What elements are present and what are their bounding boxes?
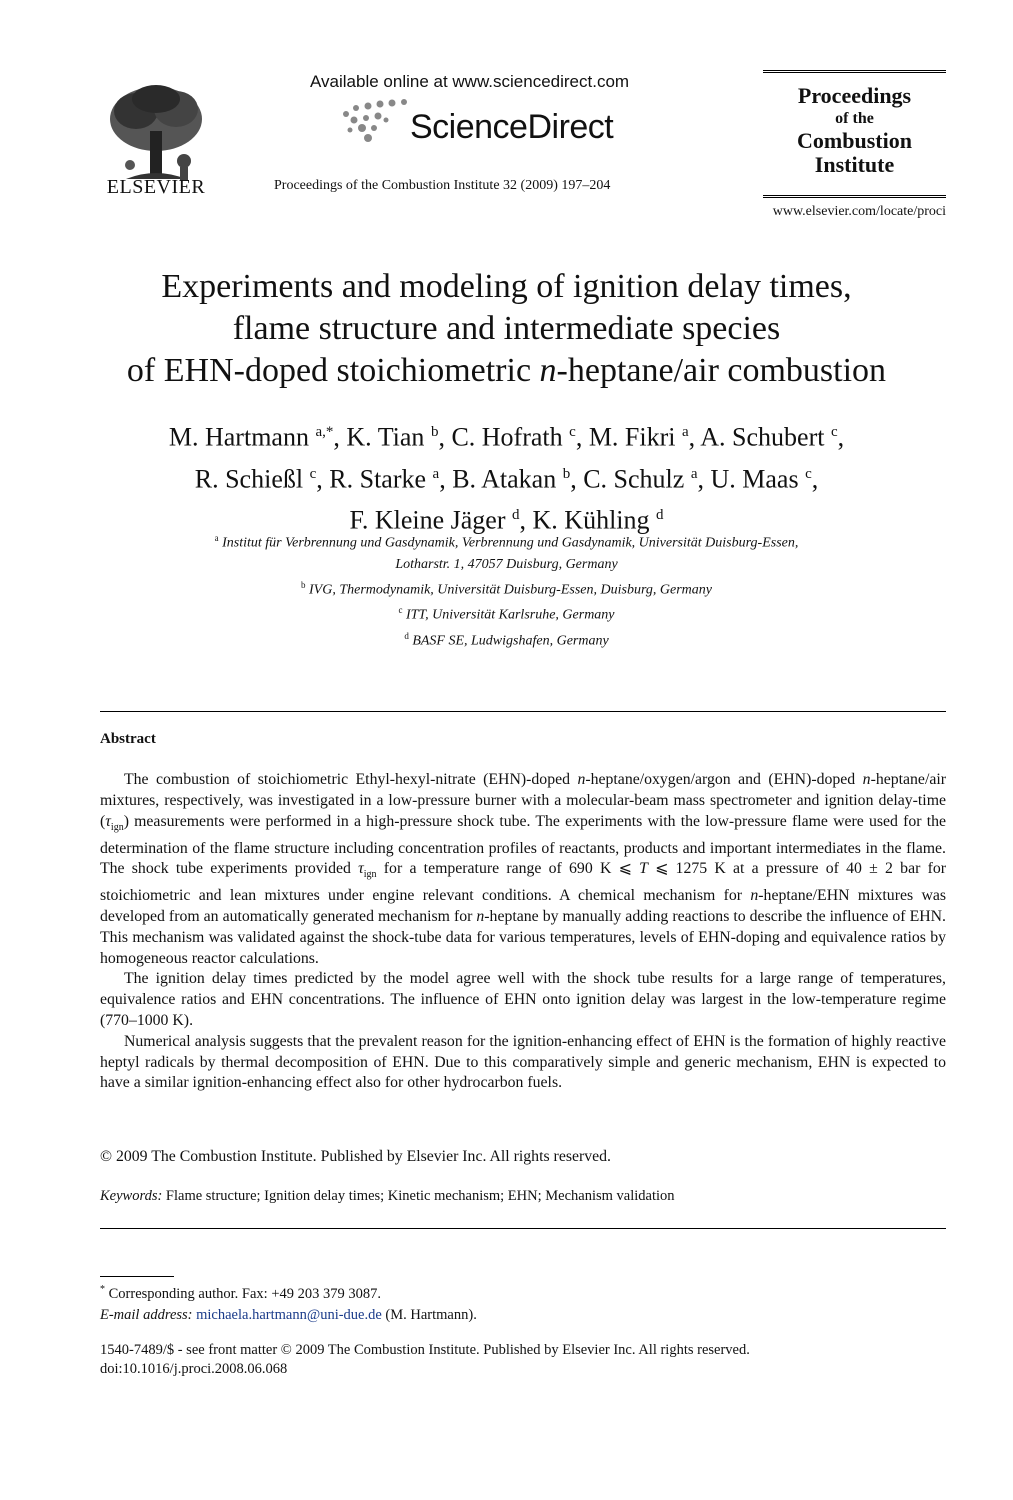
author-name: M. Fikri bbox=[588, 422, 676, 452]
journal-website-link[interactable]: www.elsevier.com/locate/proci bbox=[772, 204, 946, 219]
affiliation: Lotharstr. 1, 47057 Duisburg, Germany bbox=[395, 556, 618, 572]
email-line: E-mail address: michaela.hartmann@uni-due.de (M. Hartmann). bbox=[100, 1306, 477, 1323]
title-line-2: flame structure and intermediate species bbox=[232, 310, 781, 347]
divider bbox=[100, 1228, 946, 1229]
journal-box-line4: Institute bbox=[814, 152, 895, 177]
author-name: B. Atakan bbox=[452, 464, 557, 494]
issn-line: 1540-7489/$ - see front matter © 2009 The Combustion Institute. Published by Elsevier Inc. All rights reserved. bbox=[100, 1342, 750, 1358]
author-name: C. Schulz bbox=[583, 464, 685, 494]
author-name: K. Tian bbox=[346, 422, 425, 452]
journal-box-line2: of the bbox=[835, 110, 874, 127]
affiliation: $^c$ ITT, Universität Karlsruhe, Germany bbox=[398, 605, 615, 623]
journal-title-box bbox=[763, 70, 946, 198]
abstract-heading: Abstract bbox=[100, 731, 156, 747]
corresponding-author-note: * Corresponding author. Fax: +49 203 379 3087. bbox=[100, 1284, 382, 1302]
sciencedirect-dots-icon bbox=[340, 98, 420, 148]
footnote bbox=[100, 1279, 477, 1326]
available-online-text: Available online at www.sciencedirect.com bbox=[310, 72, 630, 91]
affiliation-list bbox=[60, 528, 953, 652]
copyright-notice: © 2009 The Combustion Institute. Published by Elsevier Inc. All rights reserved. bbox=[100, 1148, 612, 1165]
abstract-paragraph: Numerical analysis suggests that the prevalent reason for the ignition-enhancing effect of EHN is the formation of highly reactive heptyl radicals by thermal decomposition of EHN. Due to this comparatively simple and generic mechanism, EHN is expected to have a similar ignition-enhancing effect also for other hydrocarbon fuels. bbox=[100, 1032, 946, 1092]
issn-doi-block bbox=[100, 1341, 750, 1379]
keywords-text: Flame structure; Ignition delay times; Kinetic mechanism; EHN; Mechanism validation bbox=[162, 1188, 675, 1204]
title-line-3: of EHN-doped stoichiometric n-heptane/air combustion bbox=[126, 352, 887, 389]
footnote-rule bbox=[100, 1276, 174, 1277]
author-line-1: M. Hartmann $^{a,*}$, K. Tian $^b$, C. Hofrath $^c$, M. Fikri $^a$, A. Schubert $^c$, bbox=[168, 422, 845, 452]
author-name: M. Hartmann bbox=[168, 422, 309, 452]
elsevier-wordmark: ELSEVIER bbox=[106, 176, 206, 198]
author-line-3: F. Kleine Jäger $^d$, K. Kühling $^d$ bbox=[349, 505, 664, 535]
author-line-2: R. Schießl $^c$, R. Starke $^a$, B. Atakan $^b$, C. Schulz $^a$, U. Maas $^c$, bbox=[194, 464, 819, 494]
divider bbox=[100, 711, 946, 712]
abstract-body bbox=[100, 770, 946, 1094]
affiliation: $^a$ Institut für Verbrennung und Gasdynamik, Verbrennung und Gasdynamik, Universität Duisburg-Essen, bbox=[214, 533, 799, 551]
author-name: A. Schubert bbox=[700, 422, 825, 452]
abstract-paragraph: The combustion of stoichiometric Ethyl-hexyl-nitrate (EHN)-doped n-heptane/oxygen/argon and (EHN)-doped n-heptane/air mixtures, respectively, was investigated in a low-pressure burner with a molecular-beam mass spectrometer and ignition delay-time $(\tau_{ign})$ measurements were performed in a high-pressure shock tube. The experiments with the low-pressure flame were used for the determination of the flame structure including concentration profiles of reactants, products and important intermediates in the flame. The shock tube experiments provided $\tau_{ign}$ for a temperature range of 690 K ⩽ T ⩽ 1275 K at a pressure of 40 ± 2 bar for stoichiometric and lean mixtures under engine relevant conditions. A chemical mechanism for n-heptane/EHN mixtures was developed from an automatically generated mechanism for n-heptane by manually adding reactions to describe the influence of EHN. This mechanism was validated against the shock-tube data for various temperatures, levels of EHN-doping and equivalence ratios by homogeneous reactor calculations. bbox=[100, 771, 947, 967]
sciencedirect-wordmark: ScienceDirect bbox=[410, 108, 614, 146]
affiliation: $^d$ BASF SE, Ludwigshafen, Germany bbox=[404, 630, 609, 649]
author-name: C. Hofrath bbox=[451, 422, 563, 452]
keywords-line bbox=[100, 1188, 675, 1205]
author-name: R. Schießl bbox=[194, 464, 304, 494]
journal-box-line1: Proceedings bbox=[797, 83, 912, 108]
keywords-label: Keywords: bbox=[100, 1188, 163, 1204]
author-email-link[interactable]: michaela.hartmann@uni-due.de bbox=[196, 1306, 382, 1323]
author-name: K. Kühling bbox=[532, 505, 650, 535]
abstract-paragraph: The ignition delay times predicted by the model agree well with the shock tube results for a large range of temperatures, equivalence ratios and EHN concentrations. The influence of EHN onto ignition delay was largest in the low-temperature regime (770–1000 K). bbox=[100, 970, 946, 1030]
author-name: F. Kleine Jäger bbox=[349, 505, 506, 535]
author-name: U. Maas bbox=[710, 464, 799, 494]
journal-citation: Proceedings of the Combustion Institute 32 (2009) 197–204 bbox=[274, 178, 611, 193]
affiliation: $^b$ IVG, Thermodynamik, Universität Duisburg-Essen, Duisburg, Germany bbox=[301, 579, 712, 598]
author-name: R. Starke bbox=[329, 464, 427, 494]
article-title bbox=[60, 266, 953, 392]
title-line-1: Experiments and modeling of ignition delay times, bbox=[161, 268, 852, 305]
author-list bbox=[60, 414, 953, 539]
journal-box-line3: Combustion bbox=[797, 128, 912, 153]
doi-line[interactable]: doi:10.1016/j.proci.2008.06.068 bbox=[100, 1361, 288, 1377]
